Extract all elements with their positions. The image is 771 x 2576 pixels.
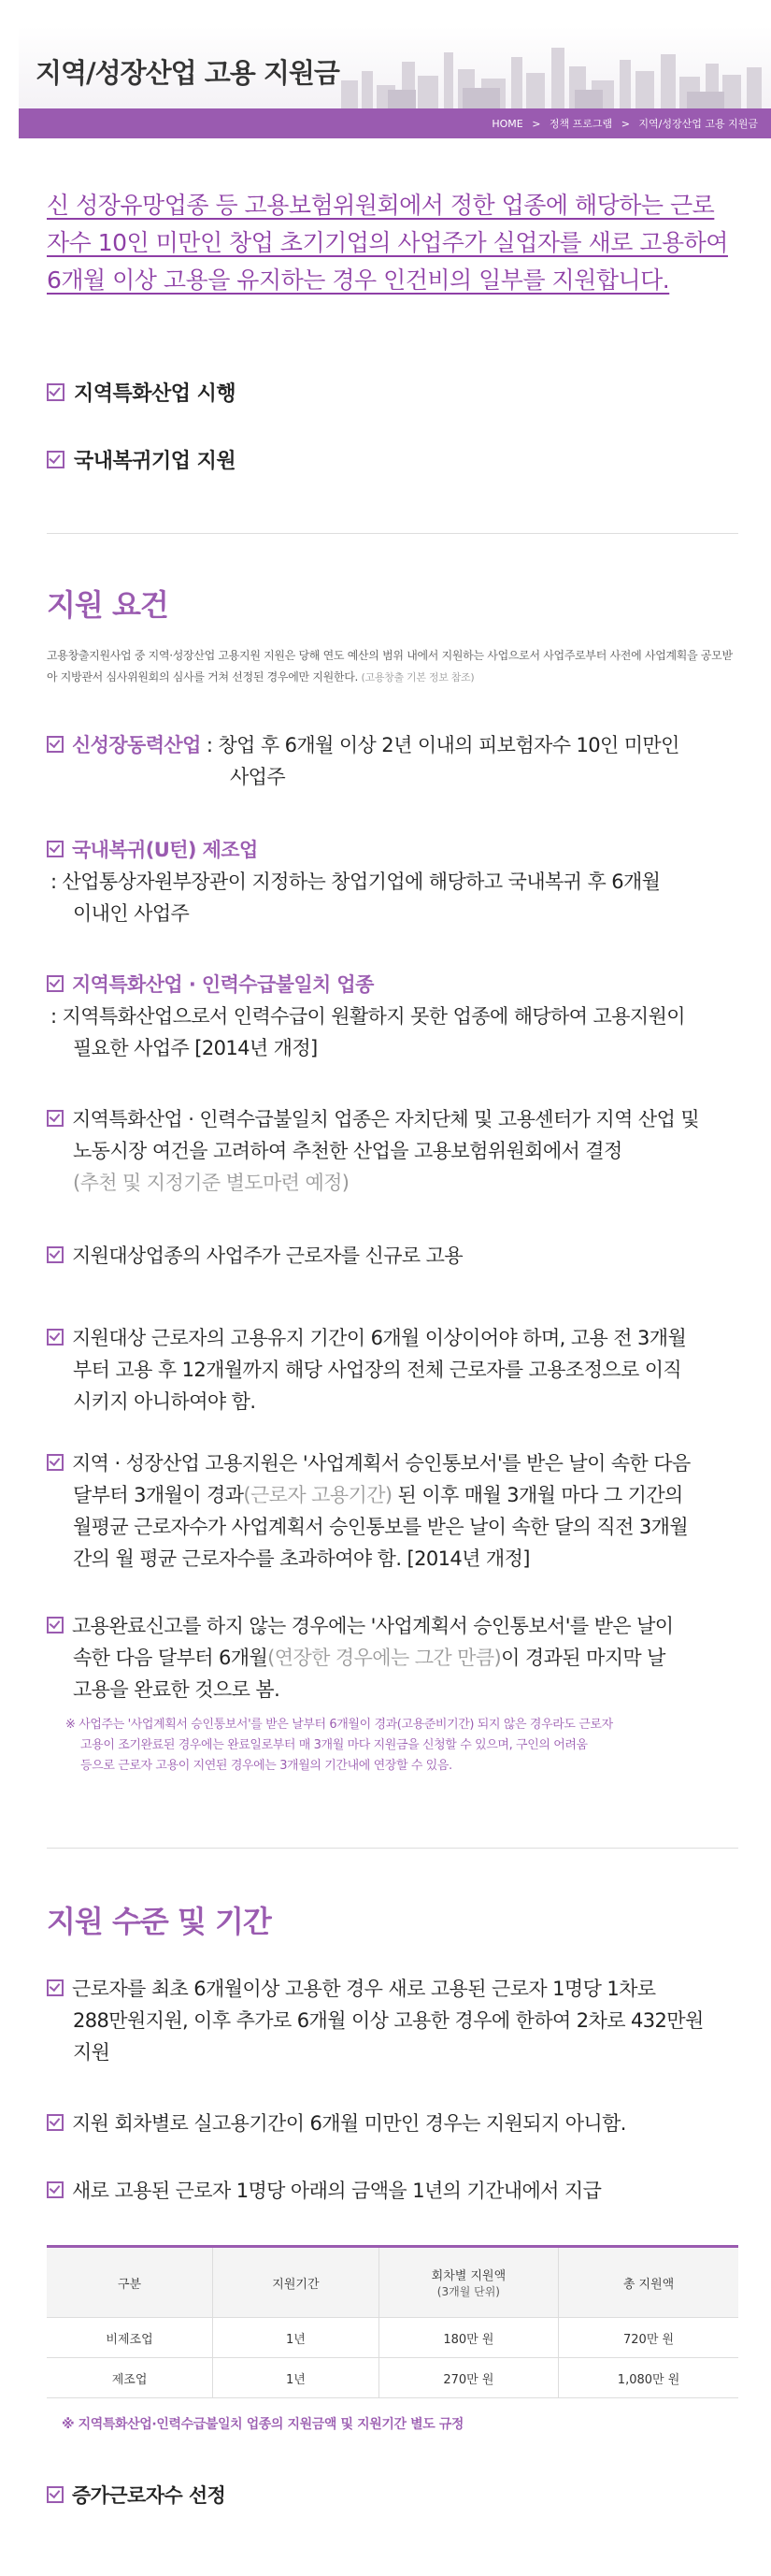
item-line: 고용을 완료한 것으로 봄. (73, 1678, 280, 1701)
table-footnote: ※ 지역특화산업·인력수급불일치 업종의 지원금액 및 지원기간 별도 규정 (62, 2417, 464, 2432)
requirement-item-regional-shortage (47, 969, 738, 1064)
header-subtext: (3개월 단위) (436, 2285, 500, 2298)
city-skyline-illustration (332, 43, 771, 108)
requirements-footnote (65, 1715, 738, 1777)
support-table (47, 2245, 738, 2398)
item-line: 달부터 3개월이 경과 (73, 1484, 244, 1506)
item-line: 간의 월 평균 근로자수를 초과하여야 함. [2014년 개정] (73, 1547, 530, 1570)
table-cell: 720만 원 (559, 2318, 738, 2358)
check-label: 지역특화산업 시행 (74, 382, 236, 406)
support-item-exclusion (47, 2108, 738, 2139)
table-header-cell: 총 지원액 (559, 2247, 738, 2318)
checkbox-icon (47, 383, 64, 401)
item-line: 지역특화산업 · 인력수급불일치 업종은 자치단체 및 고용센터가 지역 산업 및 (72, 1108, 700, 1130)
table-cell: 제조업 (47, 2358, 213, 2398)
requirement-item-industry-decision (47, 1103, 738, 1199)
item-line: 지원 (73, 2041, 110, 2064)
checkbox-icon (47, 1246, 64, 1263)
breadcrumb-home[interactable]: HOME (492, 118, 523, 130)
requirement-item-new-growth (47, 729, 738, 793)
item-line: 지원대상업종의 사업주가 근로자를 신규로 고용 (72, 1245, 464, 1267)
requirement-text: : 지역특화산업으로서 인력수급이 원활하지 못한 업종에 해당하여 고용지원이 (50, 1005, 685, 1028)
item-line: 지역 · 성장산업 고용지원은 '사업계획서 승인통보서'를 받은 날이 속한 다음 (72, 1452, 691, 1475)
item-line: 근로자를 최초 6개월이상 고용한 경우 새로 고용된 근로자 1명당 1차로 (72, 1978, 656, 2000)
checkbox-icon (47, 451, 64, 468)
section-divider (47, 533, 738, 534)
table-cell: 1년 (213, 2358, 379, 2398)
intro-text: 신 성장유망업종 등 고용보험위원회에서 정한 업종에 해당하는 근로자수 10인 미만인 창업 초기기업의 사업주가 실업자를 새로 고용하여 6개월 이상 고용을 유지하는 경우 인건비의 일부를 지원합니다. (47, 192, 728, 294)
item-line-note: (연장한 경우에는 그간 만큼) (267, 1647, 502, 1669)
requirement-item-employee-count (47, 1447, 738, 1575)
checkbox-icon (47, 1617, 64, 1633)
support-item-payment (47, 2175, 738, 2207)
item-line: 새로 고용된 근로자 1명당 아래의 금액을 1년의 기간내에서 지급 (72, 2180, 602, 2202)
table-header-cell: 구분 (47, 2247, 213, 2318)
page-title: 지역/성장산업 고용 지원금 (36, 57, 339, 89)
table-cell: 270만 원 (378, 2358, 558, 2398)
checkbox-icon (47, 2114, 64, 2131)
item-line: 시키지 아니하여야 함. (73, 1390, 256, 1413)
check-regional-special-industry (47, 378, 236, 411)
support-item-increase-count (47, 2480, 738, 2511)
table-cell: 1년 (213, 2318, 379, 2358)
requirement-label: 신성장동력산업 (72, 734, 201, 756)
checkbox-icon (47, 2181, 64, 2198)
checkbox-icon (47, 1979, 64, 1996)
note-line: 등으로 근로자 고용이 지연된 경우에는 3개월의 기간내에 연장할 수 있음. (80, 1759, 452, 1773)
check-reshoring-company (47, 445, 236, 479)
item-line: 이 경과된 마지막 날 (501, 1647, 665, 1669)
requirements-description (47, 645, 738, 688)
requirements-description-text: 고용창출지원사업 중 지역·성장산업 고용지원 지원은 당해 연도 예산의 범위 내에서 지원하는 사업으로서 사업주로부터 사전에 사업계획을 공모받아 지방관서 심사위원회의 심사를 거쳐 선정된 경우에만 지원한다. (47, 649, 733, 684)
note-line: 고용이 조기완료된 경우에는 완료일로부터 매 3개월 마다 지원금을 신청할 수 있으며, 구인의 어려움 (80, 1738, 588, 1752)
section-divider (47, 1848, 738, 1849)
checkbox-icon (47, 1329, 64, 1346)
table-cell: 비제조업 (47, 2318, 213, 2358)
requirement-item-new-hire (47, 1240, 738, 1272)
table-header-row (47, 2247, 738, 2318)
section-heading-requirements: 지원 요건 (47, 587, 168, 623)
checkbox-icon (47, 1110, 64, 1127)
table-cell: 1,080만 원 (559, 2358, 738, 2398)
item-line: 속한 다음 달부터 6개월 (73, 1647, 268, 1669)
check-label: 국내복귀기업 지원 (74, 450, 236, 473)
requirement-item-retention-period (47, 1322, 738, 1418)
requirement-text-cont: 이내인 사업주 (73, 902, 190, 925)
breadcrumb-separator: > (532, 118, 541, 130)
item-line: 지원 회차별로 실고용기간이 6개월 미만인 경우는 지원되지 아니함. (72, 2112, 626, 2135)
requirement-item-completion (47, 1610, 738, 1705)
requirement-text-cont: 사업주 (230, 766, 286, 788)
breadcrumb-current[interactable]: 지역/성장산업 고용 지원금 (638, 118, 758, 130)
breadcrumb-policy-program[interactable]: 정책 프로그램 (549, 118, 613, 130)
checkbox-icon (47, 1454, 64, 1471)
checkbox-icon (47, 975, 64, 992)
table-header-cell: 지원기간 (213, 2247, 379, 2318)
header-text: 회차별 지원액 (431, 2269, 507, 2283)
item-line: 288만원지원, 이후 추가로 6개월 이상 고용한 경우에 한하여 2차로 432만원 (73, 2009, 704, 2032)
item-line: 부터 고용 후 12개월까지 해당 사업장의 전체 근로자를 고용조정으로 이직 (73, 1359, 682, 1381)
item-line: 된 이후 매월 3개월 마다 그 기간의 (392, 1484, 683, 1506)
breadcrumb (486, 116, 758, 131)
note-line: ※ 사업주는 '사업계획서 승인통보서'를 받은 날부터 6개월이 경과(고용준비기간) 되지 않은 경우라도 근로자 (65, 1718, 613, 1732)
checkbox-icon (47, 841, 64, 857)
table-row (47, 2318, 738, 2358)
section-heading-support: 지원 수준 및 기간 (47, 1904, 271, 1939)
item-line: 노동시장 여건을 고려하여 추천한 산업을 고용보험위원회에서 결정 (73, 1140, 622, 1162)
requirement-label: 국내복귀(U턴) 제조업 (72, 839, 258, 861)
table-header-cell (378, 2247, 558, 2318)
requirement-item-reshoring (47, 834, 738, 929)
checkbox-icon (47, 736, 64, 753)
item-line: 증가근로자수 선정 (72, 2484, 226, 2507)
table-cell: 180만 원 (378, 2318, 558, 2358)
requirement-label: 지역특화산업 · 인력수급불일치 업종 (72, 973, 374, 996)
requirement-text: : 산업통상자원부장관이 지정하는 창업기업에 해당하고 국내복귀 후 6개월 (50, 871, 661, 893)
requirement-text: : 창업 후 6개월 이상 2년 이내의 피보험자수 10인 미만인 (206, 734, 679, 756)
support-item-amount (47, 1973, 738, 2068)
item-line: 지원대상 근로자의 고용유지 기간이 6개월 이상이어야 하며, 고용 전 3개월 (72, 1327, 687, 1349)
breadcrumb-bar (19, 108, 771, 138)
item-line: 고용완료신고를 하지 않는 경우에는 '사업계획서 승인통보서'를 받은 날이 (72, 1615, 674, 1637)
breadcrumb-separator: > (621, 118, 630, 130)
item-line: 월평균 근로자수가 사업계획서 승인통보를 받은 날이 속한 달의 직전 3개월 (73, 1516, 689, 1538)
requirement-text-cont: 필요한 사업주 [2014년 개정] (73, 1037, 318, 1059)
item-line-note: (근로자 고용기간) (243, 1484, 393, 1506)
page-banner (19, 26, 771, 138)
table-row (47, 2358, 738, 2398)
checkbox-icon (47, 2486, 64, 2503)
item-line-note: (추천 및 지정기준 별도마련 예정) (73, 1172, 350, 1194)
requirements-description-note: (고용창출 기본 정보 참조) (361, 671, 475, 684)
